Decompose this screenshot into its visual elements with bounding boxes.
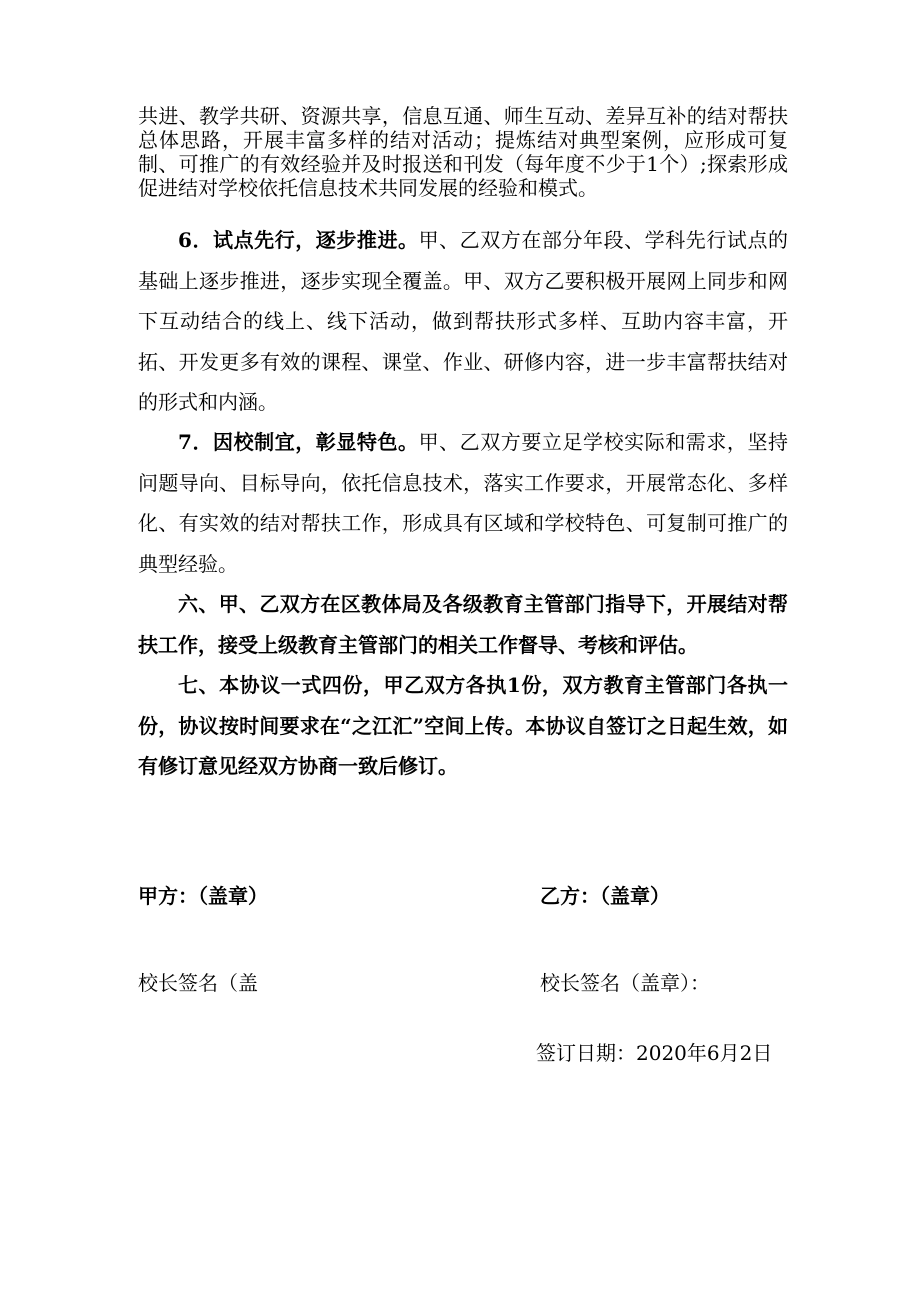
item-7-heading: 7．因校制宜，彰显特色。 xyxy=(178,430,419,454)
item-7-body: 甲、乙双方要立足学校实际和需求，坚持问题导向、目标导向，依托信息技术，落实工作要求，开展常态化、多样化、有实效的结对帮扶工作，形成具有区域和学校特色、可复制可推广的典型经验。 xyxy=(138,430,789,576)
item-6-heading: 6．试点先行，逐步推进。 xyxy=(178,228,419,252)
party-b-seal-label: 乙方：（盖章） xyxy=(540,884,670,908)
party-b-principal-signature-label: 校长签名（盖章）： xyxy=(540,971,710,995)
paragraph-item-7 xyxy=(138,422,788,584)
paragraph-continuation: 共进、教学共研、资源共享，信息互通、师生互动、差异互补的结对帮扶总体思路，开展丰富多样的结对活动；提炼结对典型案例，应形成可复制、可推广的有效经验并及时报送和刊发（每年度不少于1个）;探索形成促进结对学校依托信息技术共同发展的经验和模式。 xyxy=(138,104,788,200)
paragraph-section-7: 七、本协议一式四份，甲乙双方各执1份，双方教育主管部门各执一份，协议按时间要求在“之江汇”空间上传。本协议自签订之日起生效，如有修订意见经双方协商一致后修订。 xyxy=(138,673,788,778)
party-a-seal-label: 甲方：（盖章） xyxy=(138,884,268,908)
paragraph-item-6 xyxy=(138,220,788,423)
party-a-principal-signature-label: 校长签名（盖 xyxy=(138,971,258,995)
item-6-body: 甲、乙双方在部分年段、学科先行试点的基础上逐步推进，逐步实现全覆盖。甲、双方乙要积极开展网上同步和网下互动结合的线上、线下活动，做到帮扶形式多样、互助内容丰富，开拓、开发更多有效的课程、课堂、作业、研修内容，进一步丰富帮扶结对的形式和内涵。 xyxy=(138,228,789,414)
paragraph-section-6: 六、甲、乙双方在区教体局及各级教育主管部门指导下，开展结对帮扶工作，接受上级教育主管部门的相关工作督导、考核和评估。 xyxy=(138,592,788,657)
signing-date: 签订日期：2020年6月2日 xyxy=(536,1041,773,1065)
